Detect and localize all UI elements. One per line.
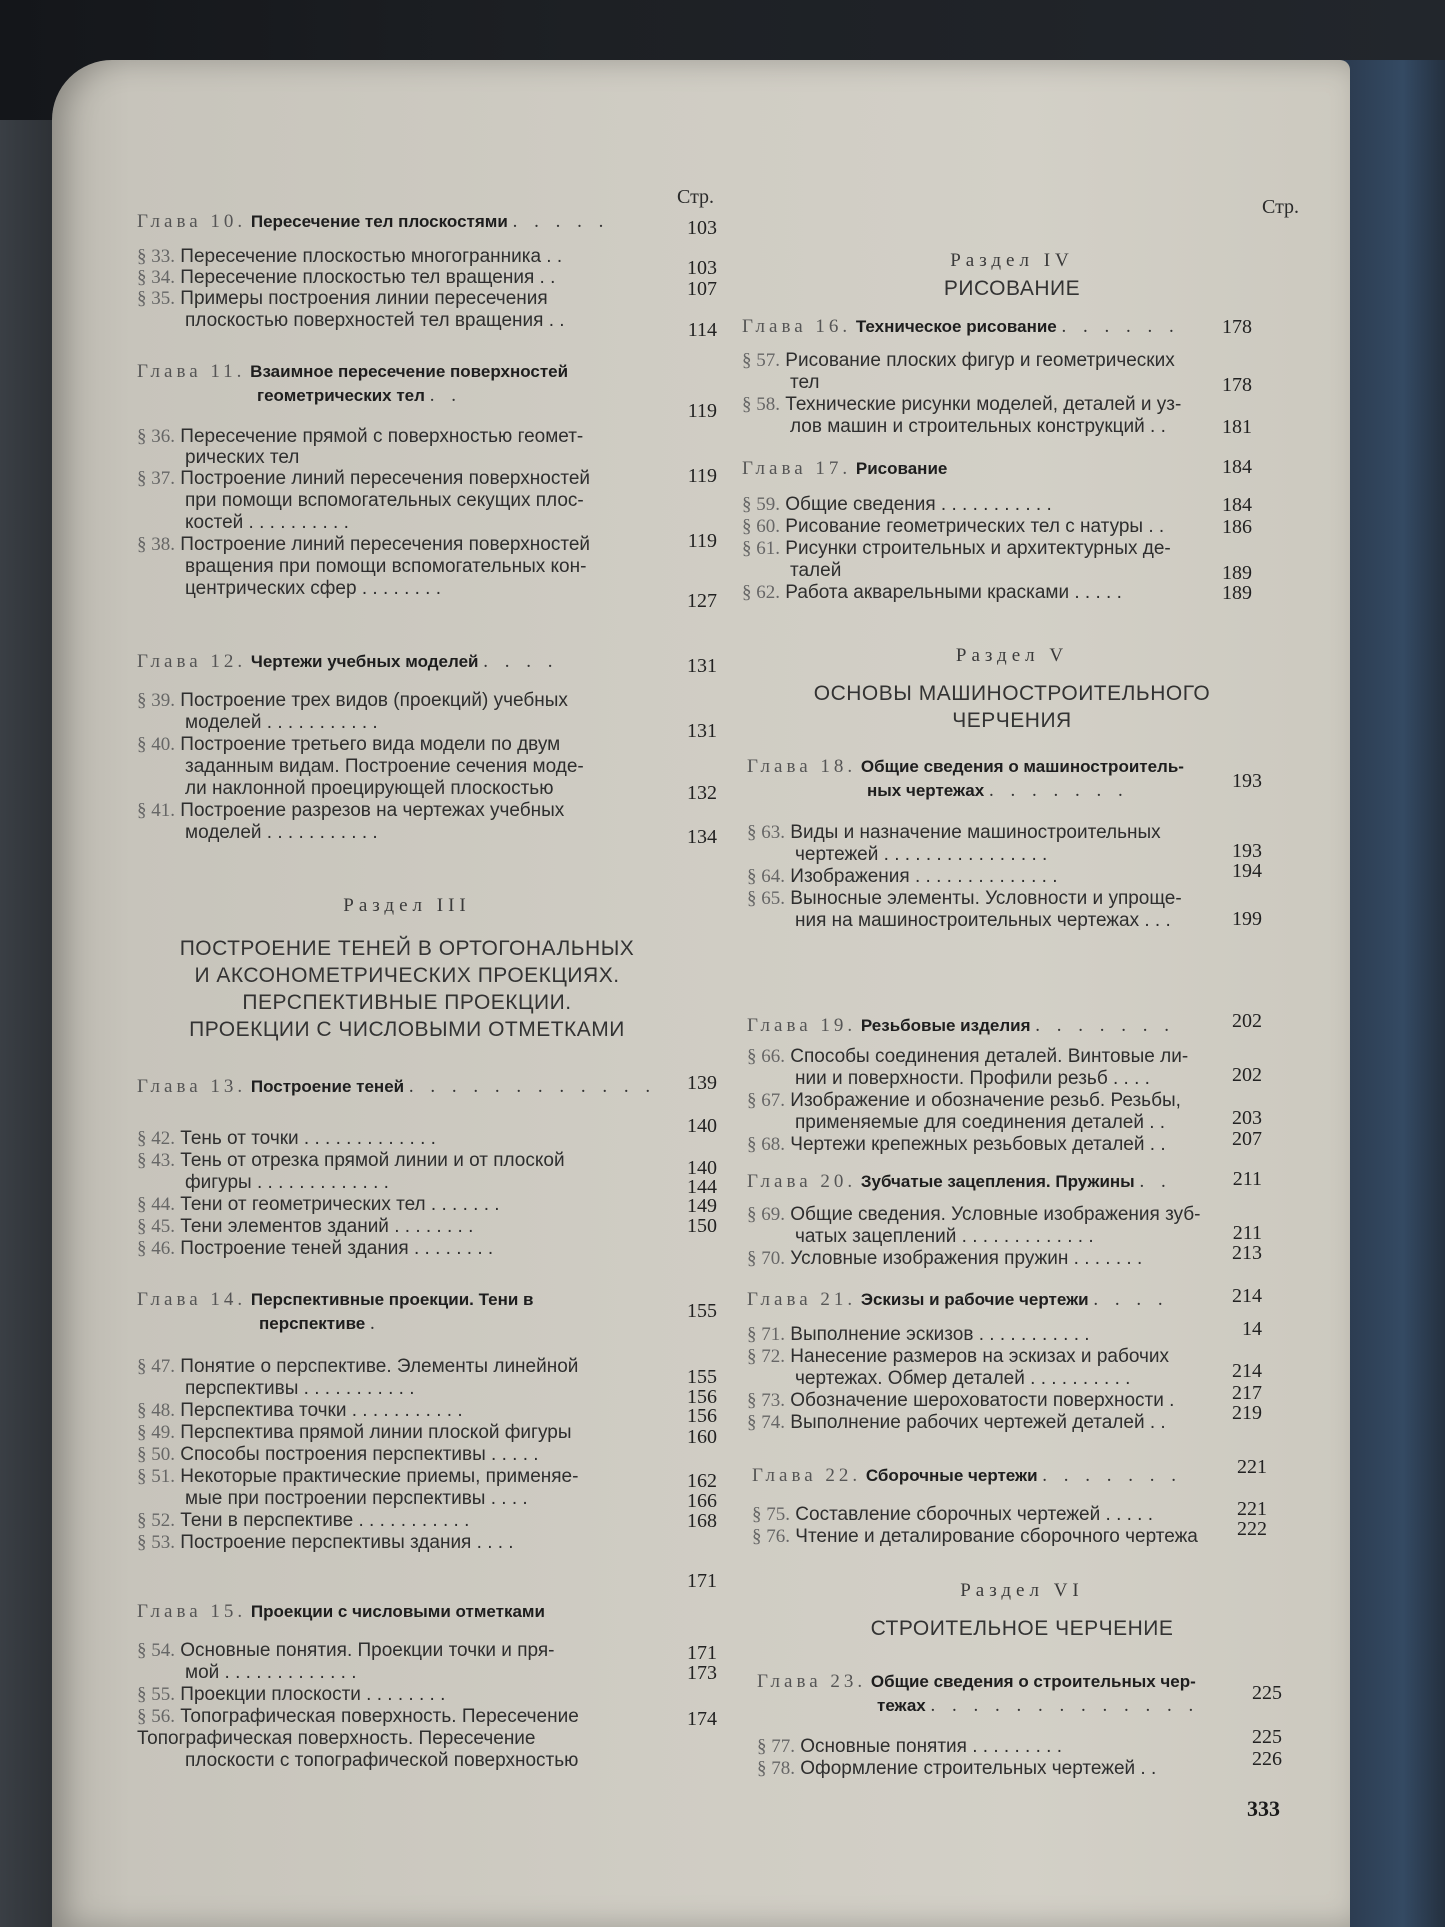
page-number: 203 [1232, 1107, 1262, 1129]
section-4-label: Раздел IV [950, 250, 1074, 271]
section-6-label: Раздел VI [960, 1580, 1084, 1601]
toc-entry-44: § 44. Тени от геометрических тел . . . . . . . [137, 1194, 500, 1215]
page-number: 207 [1232, 1128, 1262, 1150]
page-number: 214 [1232, 1360, 1262, 1382]
page-number: 168 [687, 1510, 717, 1532]
toc-entry-41-cont: моделей . . . . . . . . . . . [185, 822, 378, 843]
page-number: 127 [687, 590, 717, 612]
toc-entry-51: § 51. Некоторые практические приемы, применяе- [137, 1466, 579, 1487]
toc-entry-61-cont: талей [790, 560, 842, 581]
page-number: 186 [1222, 516, 1252, 538]
toc-entry-37-cont: при помощи вспомогательных секущих плос- [185, 490, 584, 511]
toc-entry-41: § 41. Построение разрезов на чертежах учебных [137, 800, 565, 821]
chapter-11: Глава 11. Взаимное пересечение поверхностей [137, 361, 569, 382]
toc-entry-43: § 43. Тень от отрезка прямой линии и от плоской [137, 1150, 565, 1171]
page-number: 194 [1232, 860, 1262, 882]
toc-entry-54: § 54. Основные понятия. Проекции точки и пря- [137, 1640, 555, 1661]
page-number: 171 [687, 1642, 717, 1664]
section-4-title: РИСОВАНИЕ [943, 277, 1081, 300]
toc-entry-56-cont2: плоскости с топографической поверхностью [185, 1750, 579, 1771]
chapter-14-cont: перспективе . [259, 1313, 381, 1334]
page-number: 171 [687, 1570, 717, 1592]
toc-entry-42: § 42. Тень от точки . . . . . . . . . . . . . [137, 1128, 436, 1149]
toc-entry-53: § 53. Построение перспективы здания . . . . [137, 1532, 514, 1553]
toc-entry-56: § 56. Топографическая поверхность. Пересечение [137, 1706, 579, 1727]
chapter-18: Глава 18. Общие сведения о машиностроитель- [747, 756, 1184, 777]
page-number: 214 [1232, 1285, 1262, 1307]
page-number: 173 [687, 1662, 717, 1684]
toc-entry-47: § 47. Понятие о перспективе. Элементы линейной [137, 1356, 579, 1377]
toc-entry-58: § 58. Технические рисунки моделей, деталей и уз- [742, 394, 1182, 415]
page-number: 132 [687, 782, 717, 804]
book-page [52, 60, 1350, 1927]
toc-entry-57-cont: тел [790, 372, 820, 393]
toc-entry-69-cont: чатых зацеплений . . . . . . . . . . . . . [795, 1226, 1094, 1247]
toc-entry-60: § 60. Рисование геометрических тел с натуры . . [742, 516, 1165, 537]
toc-entry-77: § 77. Основные понятия . . . . . . . . . [757, 1736, 1062, 1757]
section-3-title: ПОСТРОЕНИЕ ТЕНЕЙ В ОРТОГОНАЛЬНЫХ И АКСОНОМЕТРИЧЕСКИХ ПРОЕКЦИЯХ. ПЕРСПЕКТИВНЫЕ ПРОЕКЦИИ. ПРОЕКЦИИ С ЧИСЛОВЫМИ ОТМЕТКАМИ [179, 937, 635, 1041]
page-number: 226 [1252, 1748, 1282, 1770]
chapter-19: Глава 19. Резьбовые изделия . . . . . . . [747, 1015, 1175, 1036]
page-number: 103 [687, 217, 717, 239]
page-number: 156 [687, 1386, 717, 1408]
page-number: 181 [1222, 416, 1252, 438]
chapter-22: Глава 22. Сборочные чертежи . . . . . . . [752, 1465, 1183, 1486]
toc-entry-35: § 35. Примеры построения линии пересечения [137, 288, 548, 309]
toc-entry-65: § 65. Выносные элементы. Условности и упроще- [747, 888, 1182, 909]
page-number: 189 [1222, 562, 1252, 584]
page-number: 211 [1232, 1168, 1262, 1190]
toc-entry-34: § 34. Пересечение плоскостью тел вращения . . [137, 267, 556, 288]
chapter-18-cont: ных чертежах . . . . . . . [867, 780, 1129, 801]
toc-entry-68: § 68. Чертежи крепежных резьбовых деталей . . [747, 1134, 1166, 1155]
page-number: 139 [687, 1072, 717, 1094]
chapter-20: Глава 20. Зубчатые зацепления. Пружины . . [747, 1171, 1172, 1192]
section-3-label: Раздел III [343, 895, 471, 916]
toc-entry-48: § 48. Перспектива точки . . . . . . . . . . . [137, 1400, 463, 1421]
page-number: 202 [1232, 1010, 1262, 1032]
str-header-right: Стр. [1262, 196, 1300, 218]
page-number: 202 [1232, 1064, 1262, 1086]
page-number: 14 [1242, 1318, 1262, 1340]
toc-entry-70: § 70. Условные изображения пружин . . . . . . . [747, 1248, 1143, 1269]
toc-entry-75: § 75. Составление сборочных чертежей . . . . . [752, 1504, 1154, 1525]
toc-entry-38-cont: вращения при помощи вспомогательных кон- [185, 556, 587, 577]
toc-entry-39: § 39. Построение трех видов (проекций) учебных [137, 690, 568, 711]
page-folio: 333 [1247, 1796, 1280, 1821]
chapter-label: Глава 10. [137, 211, 247, 232]
toc-entry-72-cont: чертежах. Обмер деталей . . . . . . . . . . [795, 1368, 1131, 1389]
page-number: 178 [1222, 374, 1252, 396]
toc-entry-64: § 64. Изображения . . . . . . . . . . . . . . [747, 866, 1058, 887]
toc-entry-36: § 36. Пересечение прямой с поверхностью геомет- [137, 426, 584, 447]
toc-entry-73: § 73. Обозначение шероховатости поверхности . [747, 1390, 1175, 1411]
page-number: 193 [1232, 840, 1262, 862]
page-number: 217 [1232, 1382, 1262, 1404]
page-number: 178 [1222, 316, 1252, 338]
section-6-title: СТРОИТЕЛЬНОЕ ЧЕРЧЕНИЕ [870, 1617, 1174, 1640]
toc-entry-61: § 61. Рисунки строительных и архитектурных де- [742, 538, 1171, 559]
toc-entry-50: § 50. Способы построения перспективы . . . . . [137, 1444, 539, 1465]
chapter-13: Глава 13. Построение теней . . . . . . . . . . . . [137, 1076, 657, 1097]
page-number: 213 [1232, 1242, 1262, 1264]
chapter-23-cont: тежах . . . . . . . . . . . . . [877, 1695, 1200, 1716]
toc-entry-56-cont: Топографическая поверхность. Пересечение [137, 1728, 536, 1749]
toc-entry-51-cont: мые при построении перспективы . . . . [185, 1488, 528, 1509]
page-number: 134 [687, 826, 717, 848]
page-number: 156 [687, 1405, 717, 1427]
chapter-23: Глава 23. Общие сведения о строительных чер- [757, 1671, 1196, 1692]
toc-entry-38-cont2: центрических сфер . . . . . . . . [185, 578, 442, 599]
page-number: 140 [687, 1157, 717, 1179]
chapter-title: Пересечение тел плоскостями [250, 212, 508, 231]
page-number: 160 [687, 1426, 717, 1448]
chapter-16: Глава 16. Техническое рисование . . . . . . [742, 316, 1180, 337]
toc-entry-40-cont2: ли наклонной проецирующей плоскостью [185, 778, 554, 799]
section-5-title: ОСНОВЫ МАШИНОСТРОИТЕЛЬНОГО ЧЕРЧЕНИЯ [813, 682, 1211, 732]
toc-entry-71: § 71. Выполнение эскизов . . . . . . . . . . . [747, 1324, 1090, 1345]
page-number: 184 [1222, 456, 1252, 478]
toc-entry-63-cont: чертежей . . . . . . . . . . . . . . . . [795, 844, 1048, 865]
toc-entry-40: § 40. Построение третьего вида модели по двум [137, 734, 561, 755]
toc-entry-72: § 72. Нанесение размеров на эскизах и рабочих [747, 1346, 1170, 1367]
toc-entry-37: § 37. Построение линий пересечения поверхностей [137, 468, 591, 489]
page-number: 119 [687, 530, 717, 552]
page-number: 103 [687, 257, 717, 279]
page-number: 184 [1222, 494, 1252, 516]
toc-entry-67: § 67. Изображение и обозначение резьб. Резьбы, [747, 1090, 1181, 1111]
toc-entry-47-cont: перспективы . . . . . . . . . . . [185, 1378, 415, 1399]
chapter-11-cont: геометрических тел . . [257, 385, 462, 406]
page-number: 219 [1232, 1402, 1262, 1424]
page-number: 131 [687, 655, 717, 677]
toc-entry-59: § 59. Общие сведения . . . . . . . . . . . [742, 494, 1052, 515]
chapter-10: Глава 10. Пересечение тел плоскостями . . . . . [137, 211, 610, 232]
page-number: 211 [1232, 1222, 1262, 1244]
page-number: 189 [1222, 582, 1252, 604]
toc-entry-36-cont: рических тел [185, 447, 300, 468]
toc-entry-58-cont: лов машин и строительных конструкций . . [790, 416, 1166, 437]
toc-entry-63: § 63. Виды и назначение машиностроительных [747, 822, 1161, 843]
page-number: 166 [687, 1490, 717, 1512]
chapter-21: Глава 21. Эскизы и рабочие чертежи . . . . [747, 1289, 1169, 1310]
page-number: 221 [1237, 1498, 1267, 1520]
toc-entry-52: § 52. Тени в перспективе . . . . . . . . . . . [137, 1510, 470, 1531]
toc-entry-69: § 69. Общие сведения. Условные изображения зуб- [747, 1204, 1201, 1225]
str-header-left: Стр. [677, 186, 715, 208]
toc-entry-38: § 38. Построение линий пересечения поверхностей [137, 534, 591, 555]
page-number: 131 [687, 720, 717, 742]
toc-entry-74: § 74. Выполнение рабочих чертежей деталей . . [747, 1412, 1166, 1433]
page-number: 149 [687, 1195, 717, 1217]
toc-entry-62: § 62. Работа акварельными красками . . . . . [742, 582, 1122, 603]
page-number: 140 [687, 1115, 717, 1137]
toc-entry-33: § 33. Пересечение плоскостью многогранника . . [137, 246, 563, 267]
page-number: 193 [1232, 770, 1262, 792]
page-number: 174 [687, 1708, 717, 1730]
chapter-12: Глава 12. Чертежи учебных моделей . . . . [137, 651, 559, 672]
page-number: 222 [1237, 1518, 1267, 1540]
toc-entry-55: § 55. Проекции плоскости . . . . . . . . [137, 1684, 446, 1705]
page-number: 107 [687, 278, 717, 300]
book-cover-edge [1340, 60, 1445, 1927]
toc-entry-57: § 57. Рисование плоских фигур и геометрических [742, 350, 1175, 371]
toc-entry-66-cont: нии и поверхности. Профили резьб . . . . [795, 1068, 1150, 1089]
page-number: 155 [687, 1366, 717, 1388]
toc-entry-65-cont: ния на машиностроительных чертежах . . . [795, 910, 1171, 931]
toc-entry-49: § 49. Перспектива прямой линии плоской фигуры [137, 1422, 572, 1443]
toc-entry-76: § 76. Чтение и деталирование сборочного чертежа [752, 1526, 1198, 1547]
section-5-label: Раздел V [955, 645, 1069, 666]
toc-entry-78: § 78. Оформление строительных чертежей . . [757, 1758, 1157, 1779]
page-number: 144 [687, 1176, 717, 1198]
page-number: 150 [687, 1215, 717, 1237]
page-number: 119 [687, 400, 717, 422]
page-number: 225 [1252, 1682, 1282, 1704]
toc-entry-46: § 46. Построение теней здания . . . . . . . . [137, 1238, 494, 1259]
page-number: 225 [1252, 1726, 1282, 1748]
page-number: 199 [1232, 908, 1262, 930]
toc-entry-35-cont: плоскостью поверхностей тел вращения . . [185, 310, 565, 331]
toc-entry-43-cont: фигуры . . . . . . . . . . . . . [185, 1172, 389, 1193]
chapter-17: Глава 17. Рисование [742, 458, 948, 479]
toc-entry-39-cont: моделей . . . . . . . . . . . [185, 712, 378, 733]
toc-entry-37-cont2: костей . . . . . . . . . . [185, 512, 349, 533]
page-number: 221 [1237, 1456, 1267, 1478]
page-number: 119 [687, 465, 717, 487]
chapter-14: Глава 14. Перспективные проекции. Тени в [137, 1289, 534, 1310]
page-number: 155 [687, 1300, 717, 1322]
page-number: 162 [687, 1470, 717, 1492]
toc-entry-45: § 45. Тени элементов зданий . . . . . . . . [137, 1216, 474, 1237]
toc-entry-40-cont: заданным видам. Построение сечения моде- [185, 756, 584, 777]
toc-entry-54-cont: мой . . . . . . . . . . . . . [185, 1662, 357, 1683]
chapter-15: Глава 15. Проекции с числовыми отметками [137, 1601, 545, 1622]
toc-entry-67-cont: применяемые для соединения деталей . . [795, 1112, 1166, 1133]
page-number: 114 [687, 319, 717, 341]
toc-entry-66: § 66. Способы соединения деталей. Винтовые ли- [747, 1046, 1189, 1067]
